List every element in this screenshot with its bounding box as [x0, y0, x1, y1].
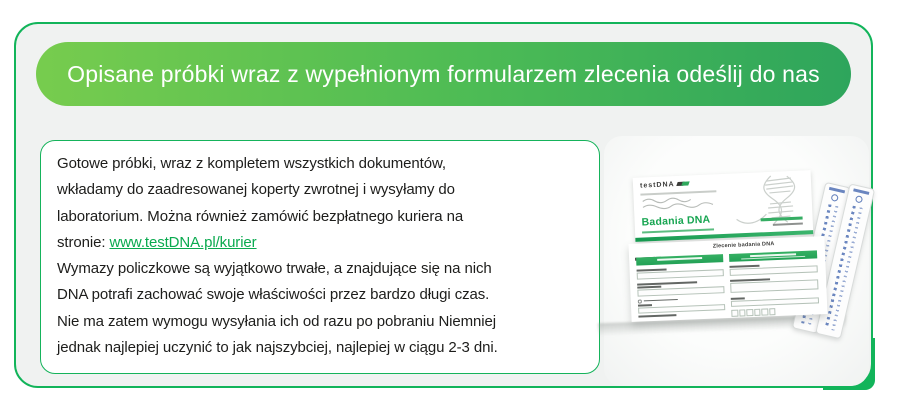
return-envelope	[633, 170, 814, 242]
description-card	[40, 140, 600, 374]
section-title: Opisane próbki wraz z wypełnionym formularzem zlecenia odeślij do nas	[67, 60, 820, 87]
handwriting-script	[641, 194, 720, 211]
order-form	[629, 236, 828, 322]
description-text-1: Gotowe próbki, wraz z kompletem wszystkich dokumentów, wkładamy do zaadresowanej koperty zwrotnej i wysyłamy do laboratorium. Można również zamówić bezpłatnego kuriera na stronie:	[57, 155, 464, 251]
swab-logo-icon	[855, 195, 863, 203]
form-field	[730, 279, 818, 293]
testdna-flag-icon	[676, 180, 688, 188]
date-cells	[731, 308, 775, 316]
form-checkbox	[638, 299, 642, 303]
badania-dna-title: Badania DNA	[641, 213, 711, 229]
swab-label	[853, 188, 869, 194]
kit-photo	[604, 136, 869, 386]
form-title: Zlecenie badania DNA	[712, 241, 775, 250]
swab-logo-icon	[831, 194, 839, 202]
form-header-right	[729, 250, 817, 262]
description-text-2: Wymazy policzkowe są wyjątkowo trwałe, a znajdujące się na nich DNA potrafi zachować swoje właściwości przez bardzo długi czas. Nie ma zatem wymogu wysyłania ich od razu po pobraniu Niemniej jednak najlepiej uczynić to jak najszybciej, najlepiej w ciągu 2-3 dni.	[57, 260, 498, 357]
testdna-logo	[640, 180, 689, 189]
swab-label	[829, 187, 845, 193]
form-field-label	[637, 281, 697, 285]
section-header	[36, 42, 851, 106]
form-field-label	[638, 304, 652, 306]
info-section	[14, 22, 873, 388]
bordered-panel	[14, 22, 873, 388]
envelope-subtitle	[642, 228, 714, 234]
form-field-label	[638, 314, 676, 317]
testdna-logo-text: testDNA	[639, 181, 675, 190]
kurier-link[interactable]: www.testDNA.pl/kurier	[109, 233, 257, 251]
form-field-label	[731, 297, 745, 299]
form-field-label	[644, 299, 678, 302]
